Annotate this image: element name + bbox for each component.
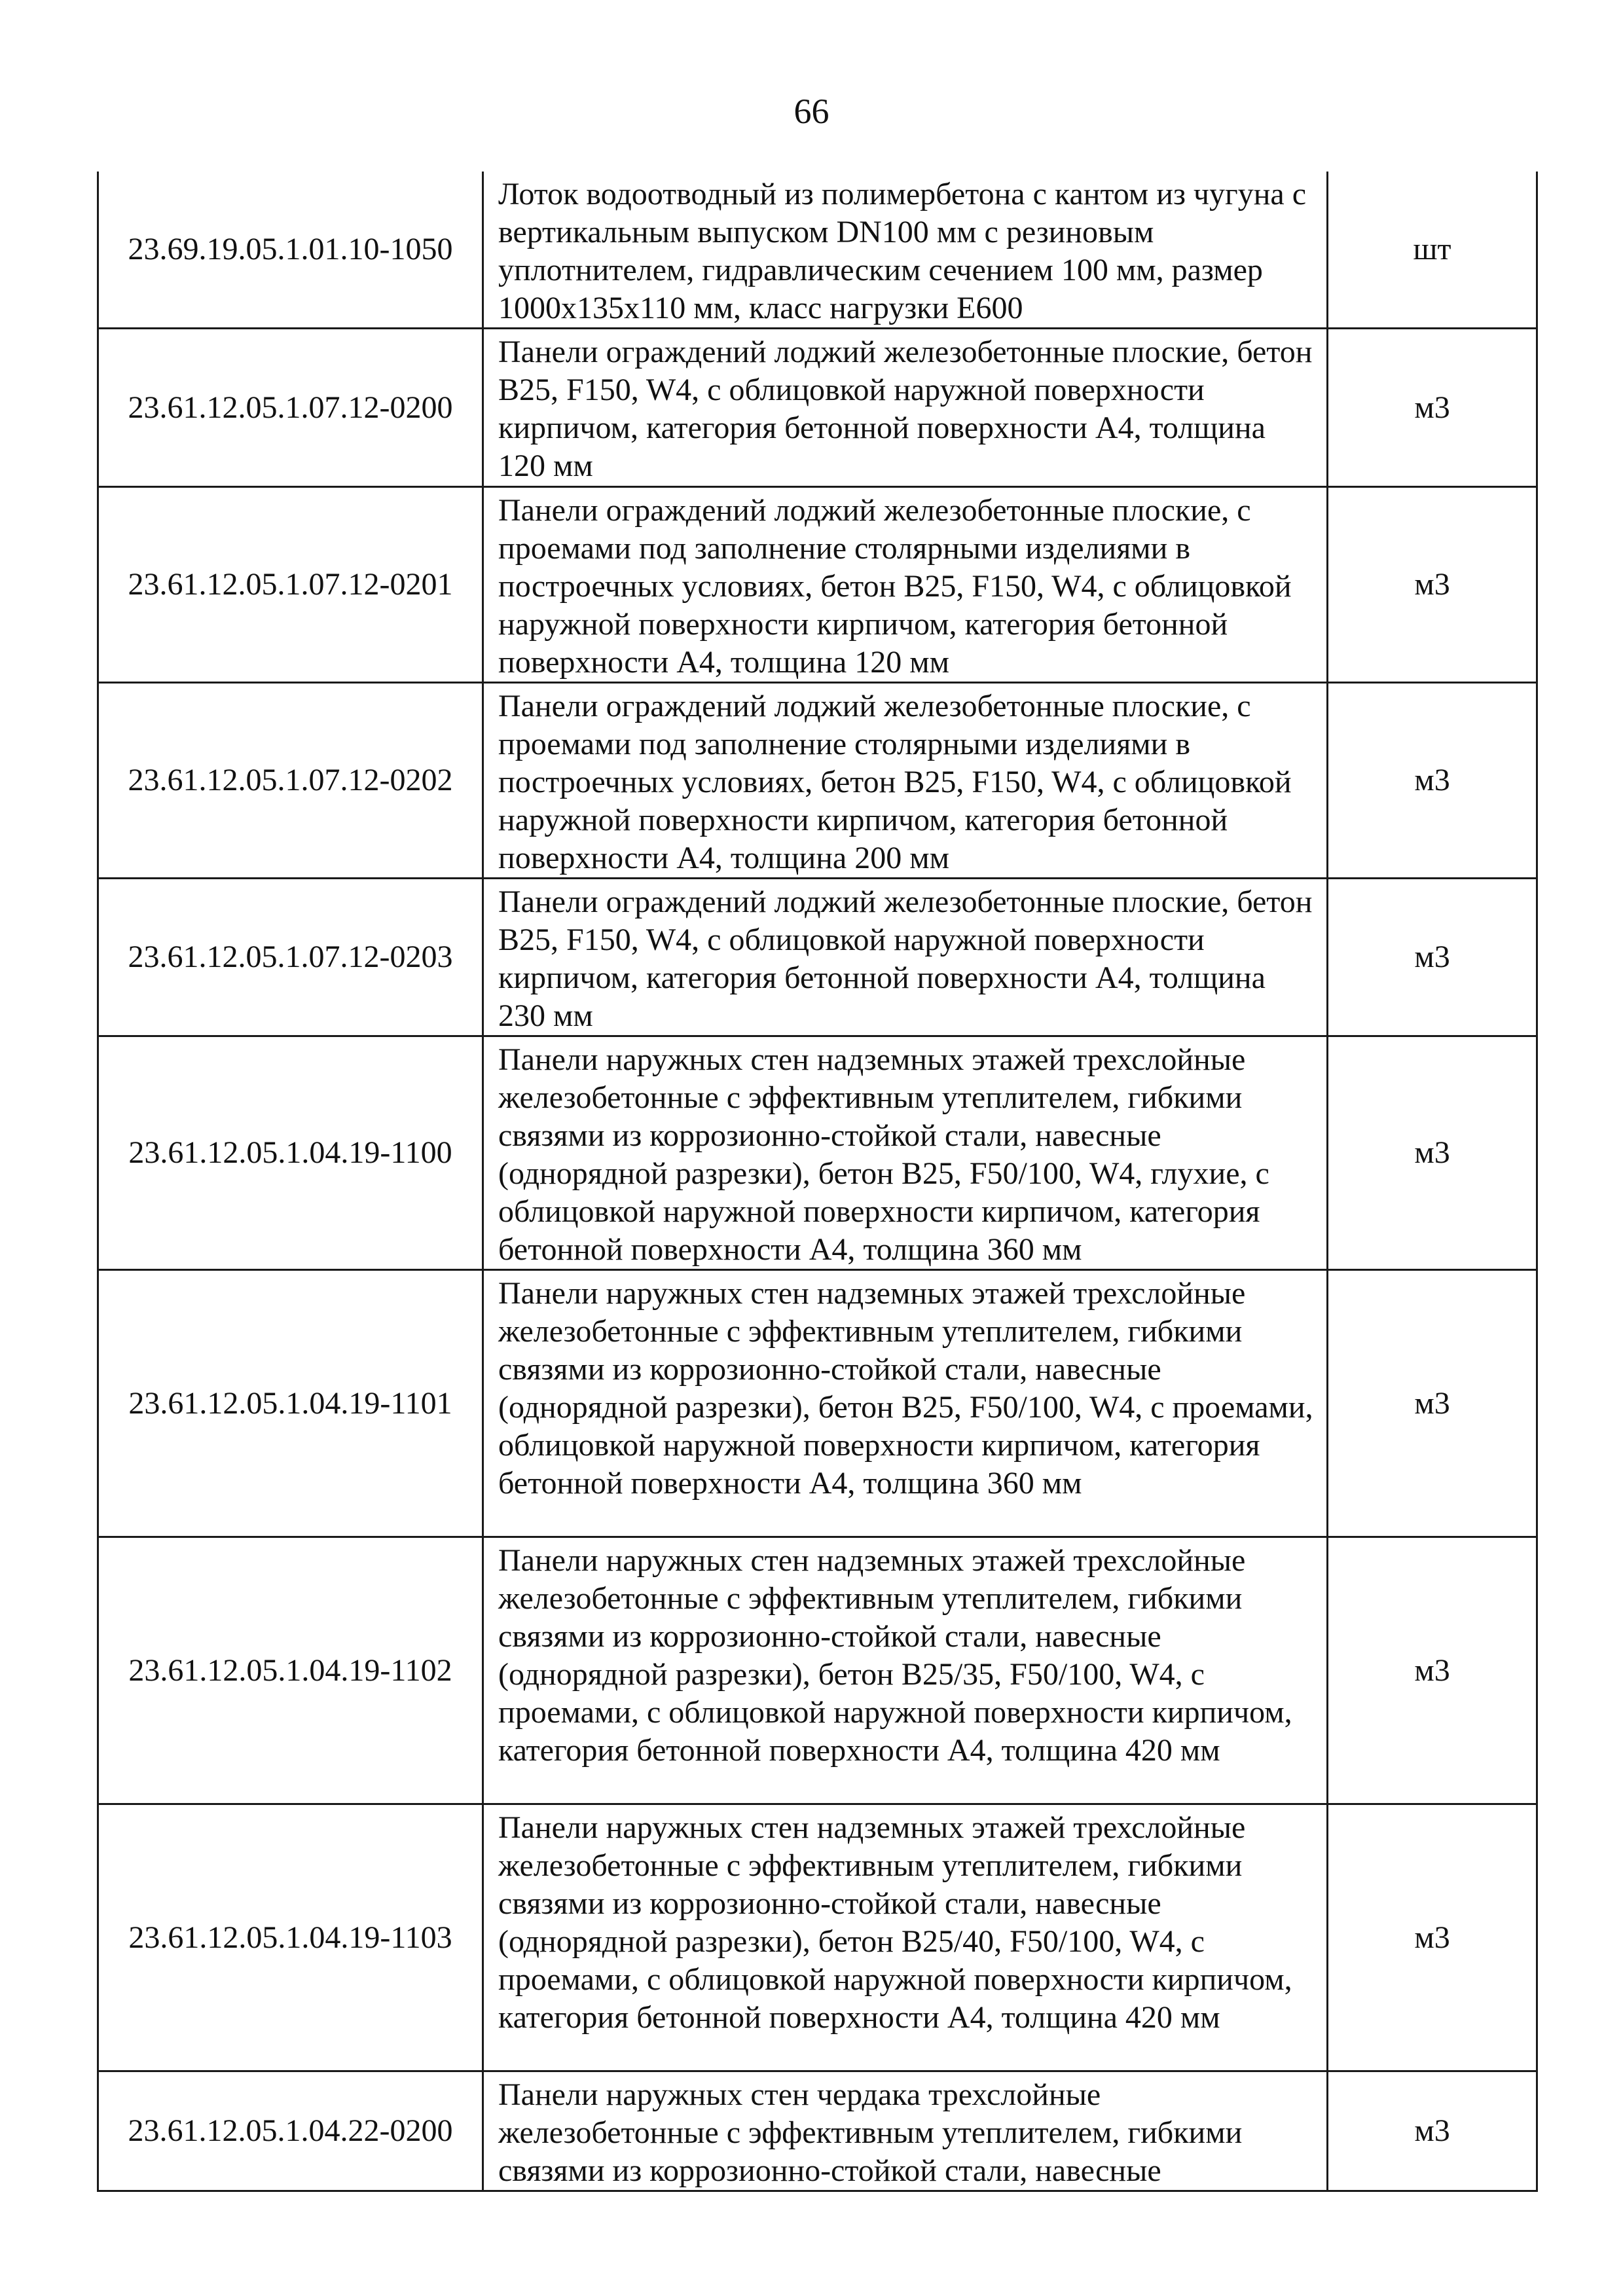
row-description: Панели ограждений лоджий железобетонные плоские, с проемами под заполнение столярными изделиями в построечных условиях, бетон В25, F150, W4, с облицовкой наружной поверхности кирпичом, категория бетонной поверхности А4, толщина 200 мм [483, 683, 1328, 879]
row-code: 23.61.12.05.1.07.12-0203 [98, 879, 483, 1036]
row-description: Панели наружных стен надземных этажей трехслойные железобетонные с эффективным утеплителем, гибкими связями из коррозионно-стойкой стали, навесные (однорядной разрезки), бетон В25, F50/100, W4, с проемами, облицовкой наружной поверхности кирпичом, категория бетонной поверхности А4, толщина 360 мм [483, 1270, 1328, 1537]
page-number: 66 [793, 92, 830, 131]
row-code: 23.61.12.05.1.04.19-1103 [98, 1804, 483, 2071]
row-unit: м3 [1328, 683, 1537, 879]
table-row [98, 879, 1537, 1036]
row-unit: м3 [1328, 1537, 1537, 1804]
table-row [98, 1537, 1537, 1804]
table-row [98, 1036, 1537, 1270]
row-code: 23.61.12.05.1.04.22-0200 [98, 2071, 483, 2191]
row-unit: м3 [1328, 2071, 1537, 2191]
row-description: Панели наружных стен чердака трехслойные железобетонные с эффективным утеплителем, гибкими связями из коррозионно-стойкой стали, навесные [483, 2071, 1328, 2191]
table-row [98, 683, 1537, 879]
row-code: 23.61.12.05.1.07.12-0200 [98, 329, 483, 487]
row-unit: шт [1328, 172, 1537, 329]
row-code: 23.61.12.05.1.04.19-1100 [98, 1036, 483, 1270]
row-description: Панели ограждений лоджий железобетонные плоские, с проемами под заполнение столярными изделиями в построечных условиях, бетон В25, F150, W4, с облицовкой наружной поверхности кирпичом, категория бетонной поверхности А4, толщина 120 мм [483, 487, 1328, 683]
materials-table [97, 172, 1538, 2192]
row-unit: м3 [1328, 1804, 1537, 2071]
row-description: Панели ограждений лоджий железобетонные плоские, бетон В25, F150, W4, с облицовкой наружной поверхности кирпичом, категория бетонной поверхности А4, толщина 230 мм [483, 879, 1328, 1036]
table-row [98, 172, 1537, 329]
row-unit: м3 [1328, 1036, 1537, 1270]
table-row [98, 329, 1537, 487]
row-code: 23.69.19.05.1.01.10-1050 [98, 172, 483, 329]
row-code: 23.61.12.05.1.04.19-1102 [98, 1537, 483, 1804]
row-unit: м3 [1328, 1270, 1537, 1537]
row-unit: м3 [1328, 879, 1537, 1036]
row-code: 23.61.12.05.1.07.12-0202 [98, 683, 483, 879]
row-unit: м3 [1328, 487, 1537, 683]
table-row [98, 1270, 1537, 1537]
table-row [98, 2071, 1537, 2191]
row-description: Панели наружных стен надземных этажей трехслойные железобетонные с эффективным утеплителем, гибкими связями из коррозионно-стойкой стали, навесные (однорядной разрезки), бетон В25/40, F50/100, W4, с проемами, с облицовкой наружной поверхности кирпичом, категория бетонной поверхности А4, толщина 420 мм [483, 1804, 1328, 2071]
row-description: Лоток водоотводный из полимербетона с кантом из чугуна с вертикальным выпуском DN100 мм с резиновым уплотнителем, гидравлическим сечением 100 мм, размер 1000x135x110 мм, класс нагрузки Е600 [483, 172, 1328, 329]
row-code: 23.61.12.05.1.07.12-0201 [98, 487, 483, 683]
row-code: 23.61.12.05.1.04.19-1101 [98, 1270, 483, 1537]
table-row [98, 1804, 1537, 2071]
row-description: Панели наружных стен надземных этажей трехслойные железобетонные с эффективным утеплителем, гибкими связями из коррозионно-стойкой стали, навесные (однорядной разрезки), бетон В25/35, F50/100, W4, с проемами, с облицовкой наружной поверхности кирпичом, категория бетонной поверхности А4, толщина 420 мм [483, 1537, 1328, 1804]
table-row [98, 487, 1537, 683]
row-description: Панели наружных стен надземных этажей трехслойные железобетонные с эффективным утеплителем, гибкими связями из коррозионно-стойкой стали, навесные (однорядной разрезки), бетон В25, F50/100, W4, глухие, с облицовкой наружной поверхности кирпичом, категория бетонной поверхности А4, толщина 360 мм [483, 1036, 1328, 1270]
row-unit: м3 [1328, 329, 1537, 487]
row-description: Панели ограждений лоджий железобетонные плоские, бетон В25, F150, W4, с облицовкой наружной поверхности кирпичом, категория бетонной поверхности А4, толщина 120 мм [483, 329, 1328, 487]
